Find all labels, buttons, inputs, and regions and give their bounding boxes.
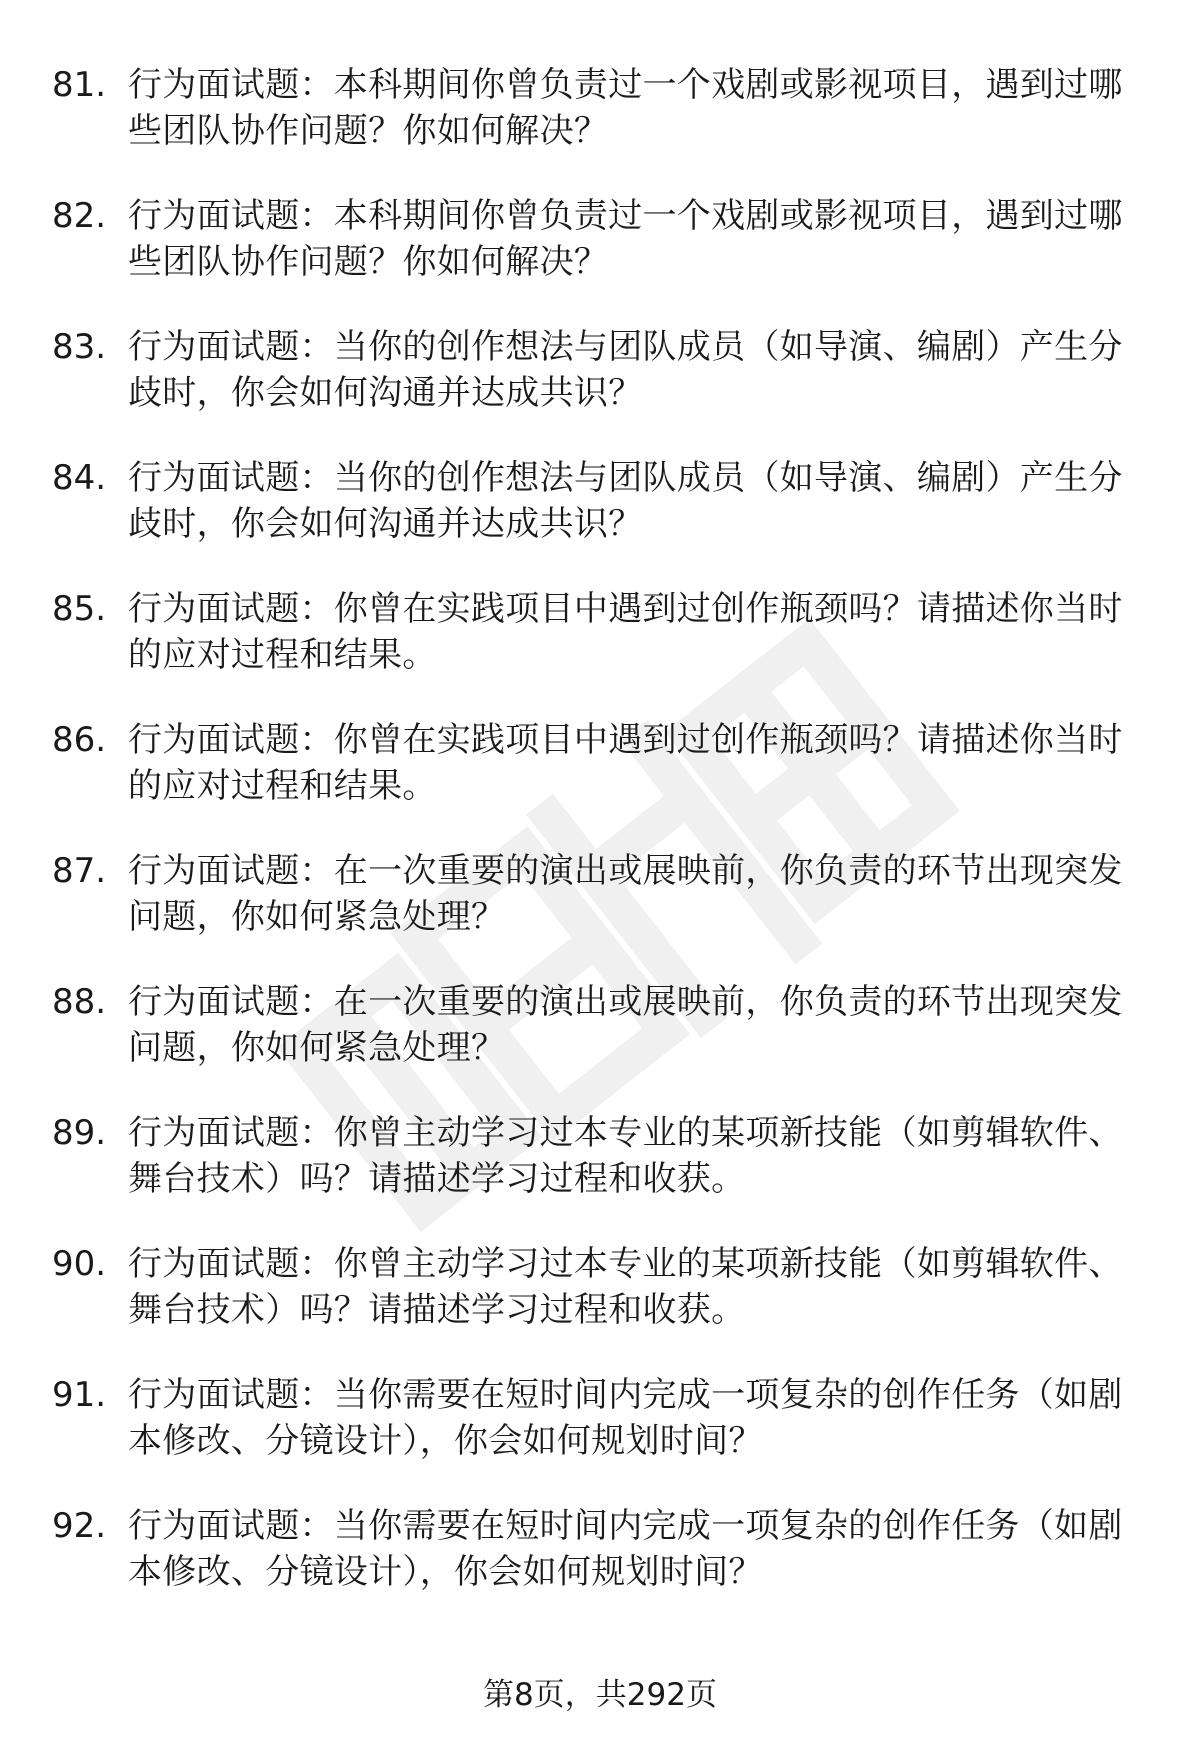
question-number: 87. bbox=[52, 851, 107, 891]
question-number: 91. bbox=[52, 1375, 107, 1415]
list-item bbox=[0, 62, 1200, 193]
question-text: 行为面试题：你曾在实践项目中遇到过创作瓶颈吗？请描述你当时的应对过程和结果。 bbox=[128, 720, 1123, 806]
list-item bbox=[0, 1372, 1200, 1503]
question-number: 88. bbox=[52, 982, 107, 1022]
question-text: 行为面试题：当你需要在短时间内完成一项复杂的创作任务（如剧本修改、分镜设计），你会如何规划时间？ bbox=[128, 1375, 1123, 1461]
question-number: 90. bbox=[52, 1244, 107, 1284]
question-text: 行为面试题：你曾在实践项目中遇到过创作瓶颈吗？请描述你当时的应对过程和结果。 bbox=[128, 589, 1123, 675]
question-text: 行为面试题：本科期间你曾负责过一个戏剧或影视项目，遇到过哪些团队协作问题？你如何解决？ bbox=[128, 65, 1123, 151]
question-number: 89. bbox=[52, 1113, 107, 1153]
question-number: 81. bbox=[52, 65, 107, 105]
page-footer bbox=[0, 1675, 1200, 1715]
page-number-label: 第8页，共292页 bbox=[483, 1677, 717, 1713]
question-text: 行为面试题：本科期间你曾负责过一个戏剧或影视项目，遇到过哪些团队协作问题？你如何解决？ bbox=[128, 196, 1123, 282]
list-item bbox=[0, 193, 1200, 324]
question-list bbox=[0, 62, 1200, 1634]
question-text: 行为面试题：你曾主动学习过本专业的某项新技能（如剪辑软件、舞台技术）吗？请描述学习过程和收获。 bbox=[128, 1244, 1123, 1330]
list-item bbox=[0, 1110, 1200, 1241]
list-item bbox=[0, 586, 1200, 717]
question-number: 85. bbox=[52, 589, 107, 629]
question-number: 82. bbox=[52, 196, 107, 236]
list-item bbox=[0, 455, 1200, 586]
list-item bbox=[0, 848, 1200, 979]
question-text: 行为面试题：当你需要在短时间内完成一项复杂的创作任务（如剧本修改、分镜设计），你会如何规划时间？ bbox=[128, 1506, 1123, 1592]
question-number: 92. bbox=[52, 1506, 107, 1546]
question-text: 行为面试题：当你的创作想法与团队成员（如导演、编剧）产生分歧时，你会如何沟通并达成共识？ bbox=[128, 327, 1123, 413]
question-number: 84. bbox=[52, 458, 107, 498]
list-item bbox=[0, 1241, 1200, 1372]
question-text: 行为面试题：在一次重要的演出或展映前，你负责的环节出现突发问题，你如何紧急处理？ bbox=[128, 982, 1123, 1068]
question-number: 86. bbox=[52, 720, 107, 760]
list-item bbox=[0, 324, 1200, 455]
question-text: 行为面试题：当你的创作想法与团队成员（如导演、编剧）产生分歧时，你会如何沟通并达成共识？ bbox=[128, 458, 1123, 544]
question-number: 83. bbox=[52, 327, 107, 367]
question-text: 行为面试题：在一次重要的演出或展映前，你负责的环节出现突发问题，你如何紧急处理？ bbox=[128, 851, 1123, 937]
list-item bbox=[0, 1503, 1200, 1634]
question-text: 行为面试题：你曾主动学习过本专业的某项新技能（如剪辑软件、舞台技术）吗？请描述学习过程和收获。 bbox=[128, 1113, 1123, 1199]
list-item bbox=[0, 717, 1200, 848]
list-item bbox=[0, 979, 1200, 1110]
